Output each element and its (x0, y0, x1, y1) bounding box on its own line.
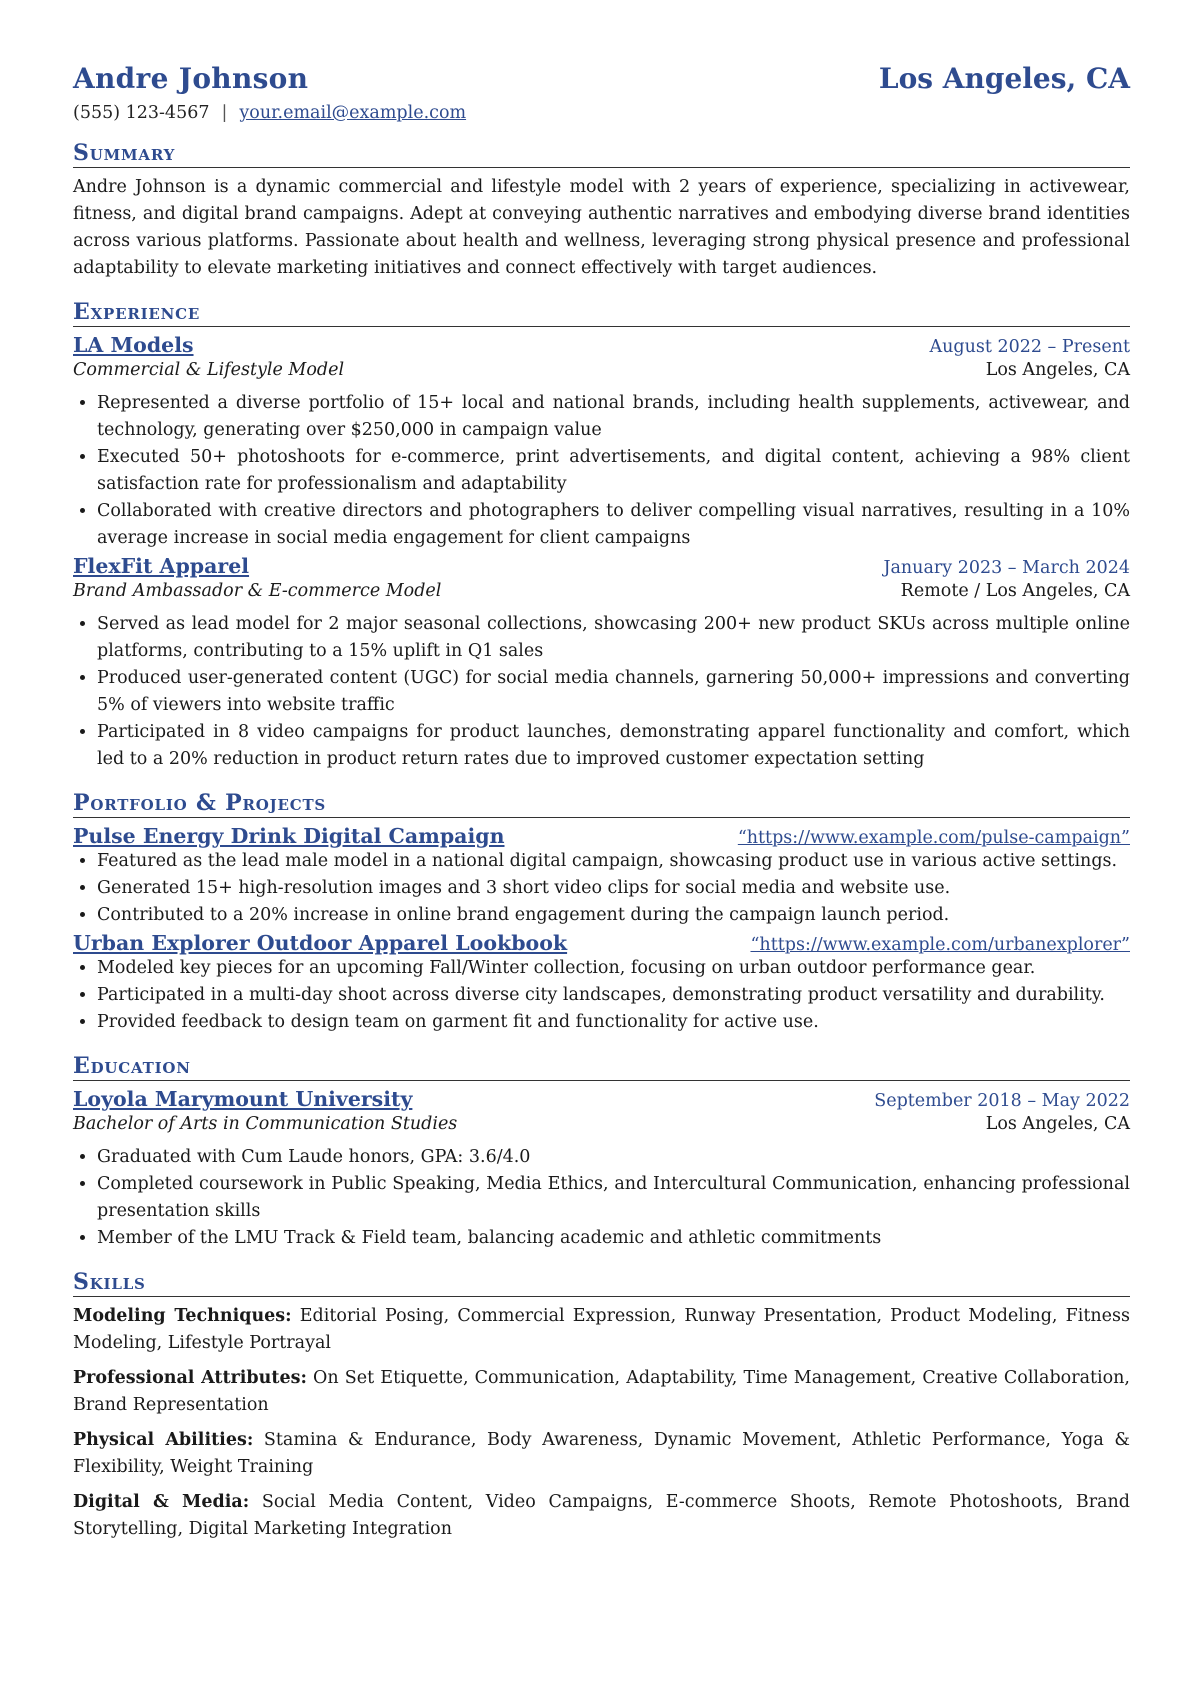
list-item: • Graduated with Cum Laude honors, GPA: 3.6/4.0 (97, 1144, 1130, 1171)
degree-title: Bachelor of Arts in Communication Studies (73, 1114, 458, 1134)
skill-group-label: Physical Abilities: (73, 1430, 254, 1450)
list-item: • Contributed to a 20% increase in online brand engagement during the campaign launch period. (97, 902, 1130, 929)
employer-link[interactable]: LA Models (73, 333, 194, 357)
list-item: • Represented a diverse portfolio of 15+ local and national brands, including health supplements, activewear, and technology, generating over $250,000 in campaign value (97, 390, 1130, 444)
list-item: • Generated 15+ high-resolution images and 3 short video clips for social media and website use. (97, 875, 1130, 902)
skill-group (73, 1489, 1130, 1543)
skill-group-label: Professional Attributes: (73, 1368, 307, 1388)
skill-group-items: Editorial Posing, Commercial Expression, Runway Presentation, Product Modeling, Fitness Modeling, Lifestyle Portrayal (73, 1306, 1130, 1353)
school-location: Los Angeles, CA (985, 1114, 1130, 1134)
skill-group-items: On Set Etiquette, Communication, Adaptability, Time Management, Creative Collaboration, Brand Representation (73, 1368, 1130, 1415)
email-link[interactable]: your.email@example.com (239, 103, 467, 123)
skill-group (73, 1427, 1130, 1481)
bullet-list (73, 955, 1130, 1036)
job-location: Los Angeles, CA (985, 360, 1130, 380)
skill-group-label: Digital & Media: (73, 1492, 250, 1512)
experience-entry (73, 333, 1130, 552)
list-item: • Completed coursework in Public Speaking, Media Ethics, and Intercultural Communication, enhancing professional presentation skills (97, 1171, 1130, 1225)
skill-group (73, 1365, 1130, 1419)
project-url-link[interactable]: “https://www.example.com/urbanexplorer” (750, 935, 1130, 955)
section-title-portfolio: Portfolio & Projects (73, 790, 1130, 818)
phone-number: (555) 123-4567 (73, 103, 210, 123)
employment-dates: January 2023 – March 2024 (883, 558, 1130, 578)
resume-header (73, 62, 1130, 95)
project-entry (73, 931, 1130, 1036)
list-item: • Featured as the lead male model in a national digital campaign, showcasing product use in various active settings. (97, 848, 1130, 875)
job-location: Remote / Los Angeles, CA (900, 581, 1130, 601)
contact-separator: | (221, 103, 228, 123)
bullet-list (73, 848, 1130, 929)
list-item: • Modeled key pieces for an upcoming Fall/Winter collection, focusing on urban outdoor performance gear. (97, 955, 1130, 982)
list-item: • Produced user-generated content (UGC) for social media channels, garnering 50,000+ impressions and converting 5% of viewers into website traffic (97, 665, 1130, 719)
skill-group-label: Modeling Techniques: (73, 1306, 292, 1326)
list-item: • Collaborated with creative directors and photographers to deliver compelling visual narratives, resulting in a 10% average increase in social media engagement for client campaigns (97, 498, 1130, 552)
project-name-link[interactable]: Pulse Energy Drink Digital Campaign (73, 824, 505, 848)
section-title-skills: Skills (73, 1269, 1130, 1297)
list-item: • Served as lead model for 2 major seasonal collections, showcasing 200+ new product SKUs across multiple online platforms, contributing to a 15% uplift in Q1 sales (97, 611, 1130, 665)
summary-text: Andre Johnson is a dynamic commercial and lifestyle model with 2 years of experience, specializing in activewear, fitness, and digital brand campaigns. Adept at conveying authentic narratives and embodying diverse brand identities across various platforms. Passionate about health and wellness, leveraging strong physical presence and professional adaptability to elevate marketing initiatives and connect effectively with target audiences. (73, 177, 1130, 278)
project-entry (73, 824, 1130, 929)
contact-line (73, 103, 1130, 123)
candidate-location: Los Angeles, CA (878, 62, 1130, 95)
section-title-summary: Summary (73, 140, 1130, 168)
job-title: Commercial & Lifestyle Model (73, 360, 345, 380)
list-item: • Participated in a multi-day shoot across diverse city landscapes, demonstrating product versatility and durability. (97, 982, 1130, 1009)
employment-dates: August 2022 – Present (929, 337, 1130, 357)
job-title: Brand Ambassador & E-commerce Model (73, 581, 442, 601)
list-item: • Executed 50+ photoshoots for e-commerce, print advertisements, and digital content, achieving a 98% client satisfaction rate for professionalism and adaptability (97, 444, 1130, 498)
skill-group (73, 1303, 1130, 1357)
list-item: • Provided feedback to design team on garment fit and functionality for active use. (97, 1009, 1130, 1036)
education-entry (73, 1087, 1130, 1252)
skill-group-items: Social Media Content, Video Campaigns, E-commerce Shoots, Remote Photoshoots, Brand Storytelling, Digital Marketing Integration (73, 1492, 1130, 1539)
employer-link[interactable]: FlexFit Apparel (73, 554, 250, 578)
experience-entry (73, 554, 1130, 773)
school-link[interactable]: Loyola Marymount University (73, 1087, 413, 1111)
list-item: • Participated in 8 video campaigns for product launches, demonstrating apparel functionality and comfort, which led to a 20% reduction in product return rates due to improved customer expectation setting (97, 719, 1130, 773)
bullet-list (73, 611, 1130, 773)
study-dates: September 2018 – May 2022 (874, 1091, 1130, 1111)
bullet-list (73, 390, 1130, 552)
bullet-list (73, 1144, 1130, 1252)
project-name-link[interactable]: Urban Explorer Outdoor Apparel Lookbook (73, 931, 568, 955)
section-title-education: Education (73, 1053, 1130, 1081)
section-title-experience: Experience (73, 299, 1130, 327)
project-url-link[interactable]: “https://www.example.com/pulse-campaign” (737, 828, 1130, 848)
skill-group-items: Stamina & Endurance, Body Awareness, Dynamic Movement, Athletic Performance, Yoga & Flexibility, Weight Training (73, 1430, 1130, 1477)
candidate-name: Andre Johnson (73, 62, 309, 95)
list-item: • Member of the LMU Track & Field team, balancing academic and athletic commitments (97, 1225, 1130, 1252)
